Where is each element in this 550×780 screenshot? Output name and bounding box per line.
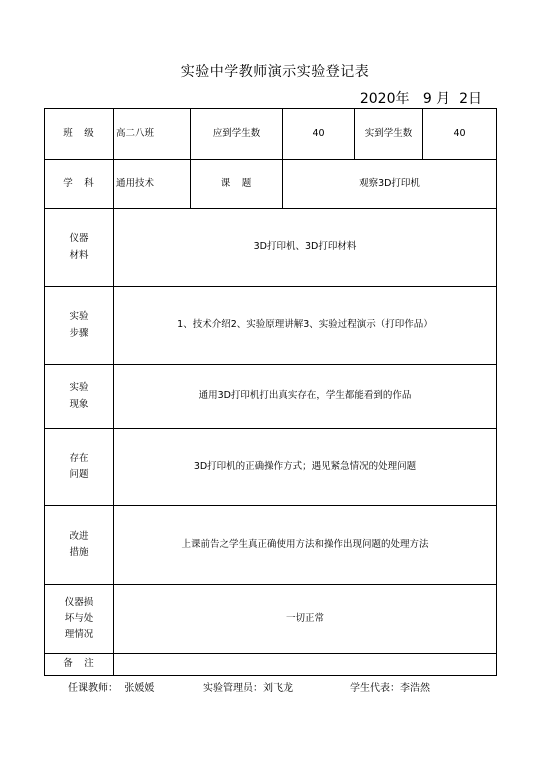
expected-students-value: 40 [283, 109, 355, 160]
equipment-label-line-2: 材料 [69, 249, 89, 261]
phenomenon-label-line-1: 实验 [69, 382, 89, 394]
steps-label-line-1: 实验 [69, 311, 89, 323]
actual-students-label: 实到学生数 [355, 109, 423, 160]
damage-label-line-3: 理情况 [64, 629, 94, 641]
expected-students-label: 应到学生数 [191, 109, 283, 160]
steps-value: 1、技术介绍2、实验原理讲解3、实验过程演示（打印作品） [114, 287, 497, 365]
issues-value: 3D打印机的正确操作方式；遇见紧急情况的处理问题 [114, 429, 497, 506]
row-subject [45, 160, 497, 209]
issues-label [45, 429, 114, 506]
remarks-value [114, 654, 497, 676]
steps-label [45, 287, 114, 365]
row-steps [45, 287, 497, 365]
damage-label-line-1: 仪器损 [64, 596, 94, 608]
teacher-signature: 任课教师： 张媛媛 [68, 683, 155, 694]
row-phenomenon [45, 365, 497, 429]
phenomenon-label-line-2: 现象 [69, 398, 89, 410]
improvement-value: 上课前告之学生真正确使用方法和操作出现问题的处理方法 [114, 506, 497, 585]
issues-label-line-2: 问题 [69, 469, 89, 480]
issues-label-line-1: 存在 [69, 452, 89, 464]
improvement-label-line-2: 措施 [69, 547, 89, 558]
subject-value: 通用技术 [114, 160, 191, 209]
damage-label-line-2: 坏与处 [64, 612, 94, 624]
student-signature: 学生代表：李浩然 [350, 683, 430, 694]
form-title: 实验中学教师演示实验登记表 [180, 64, 370, 80]
subject-label: 学 科 [45, 160, 114, 209]
row-remarks [45, 654, 497, 676]
row-issues [45, 429, 497, 506]
actual-students-value: 40 [423, 109, 497, 160]
row-damage [45, 585, 497, 654]
class-label: 班 级 [45, 109, 114, 160]
improvement-label-line-1: 改进 [69, 530, 89, 542]
row-equipment [45, 209, 497, 287]
manager-signature: 实验管理员：刘飞龙 [203, 683, 293, 694]
class-value: 高二八班 [114, 109, 191, 160]
form-date: 2020年 9 月 2日 [359, 91, 482, 107]
damage-label [45, 585, 114, 654]
phenomenon-label [45, 365, 114, 429]
equipment-label-line-1: 仪器 [69, 233, 89, 245]
topic-value: 观察3D打印机 [283, 160, 497, 209]
improvement-label [45, 506, 114, 585]
equipment-value: 3D打印机、3D打印材料 [114, 209, 497, 287]
equipment-label [45, 209, 114, 287]
row-improvement [45, 506, 497, 585]
steps-label-line-2: 步骤 [69, 327, 89, 339]
row-class [45, 109, 497, 160]
remarks-label: 备 注 [45, 654, 114, 676]
damage-value: 一切正常 [114, 585, 497, 654]
phenomenon-value: 通用3D打印机打出真实存在，学生都能看到的作品 [114, 365, 497, 429]
registration-table [44, 108, 497, 676]
topic-label: 课 题 [191, 160, 283, 209]
